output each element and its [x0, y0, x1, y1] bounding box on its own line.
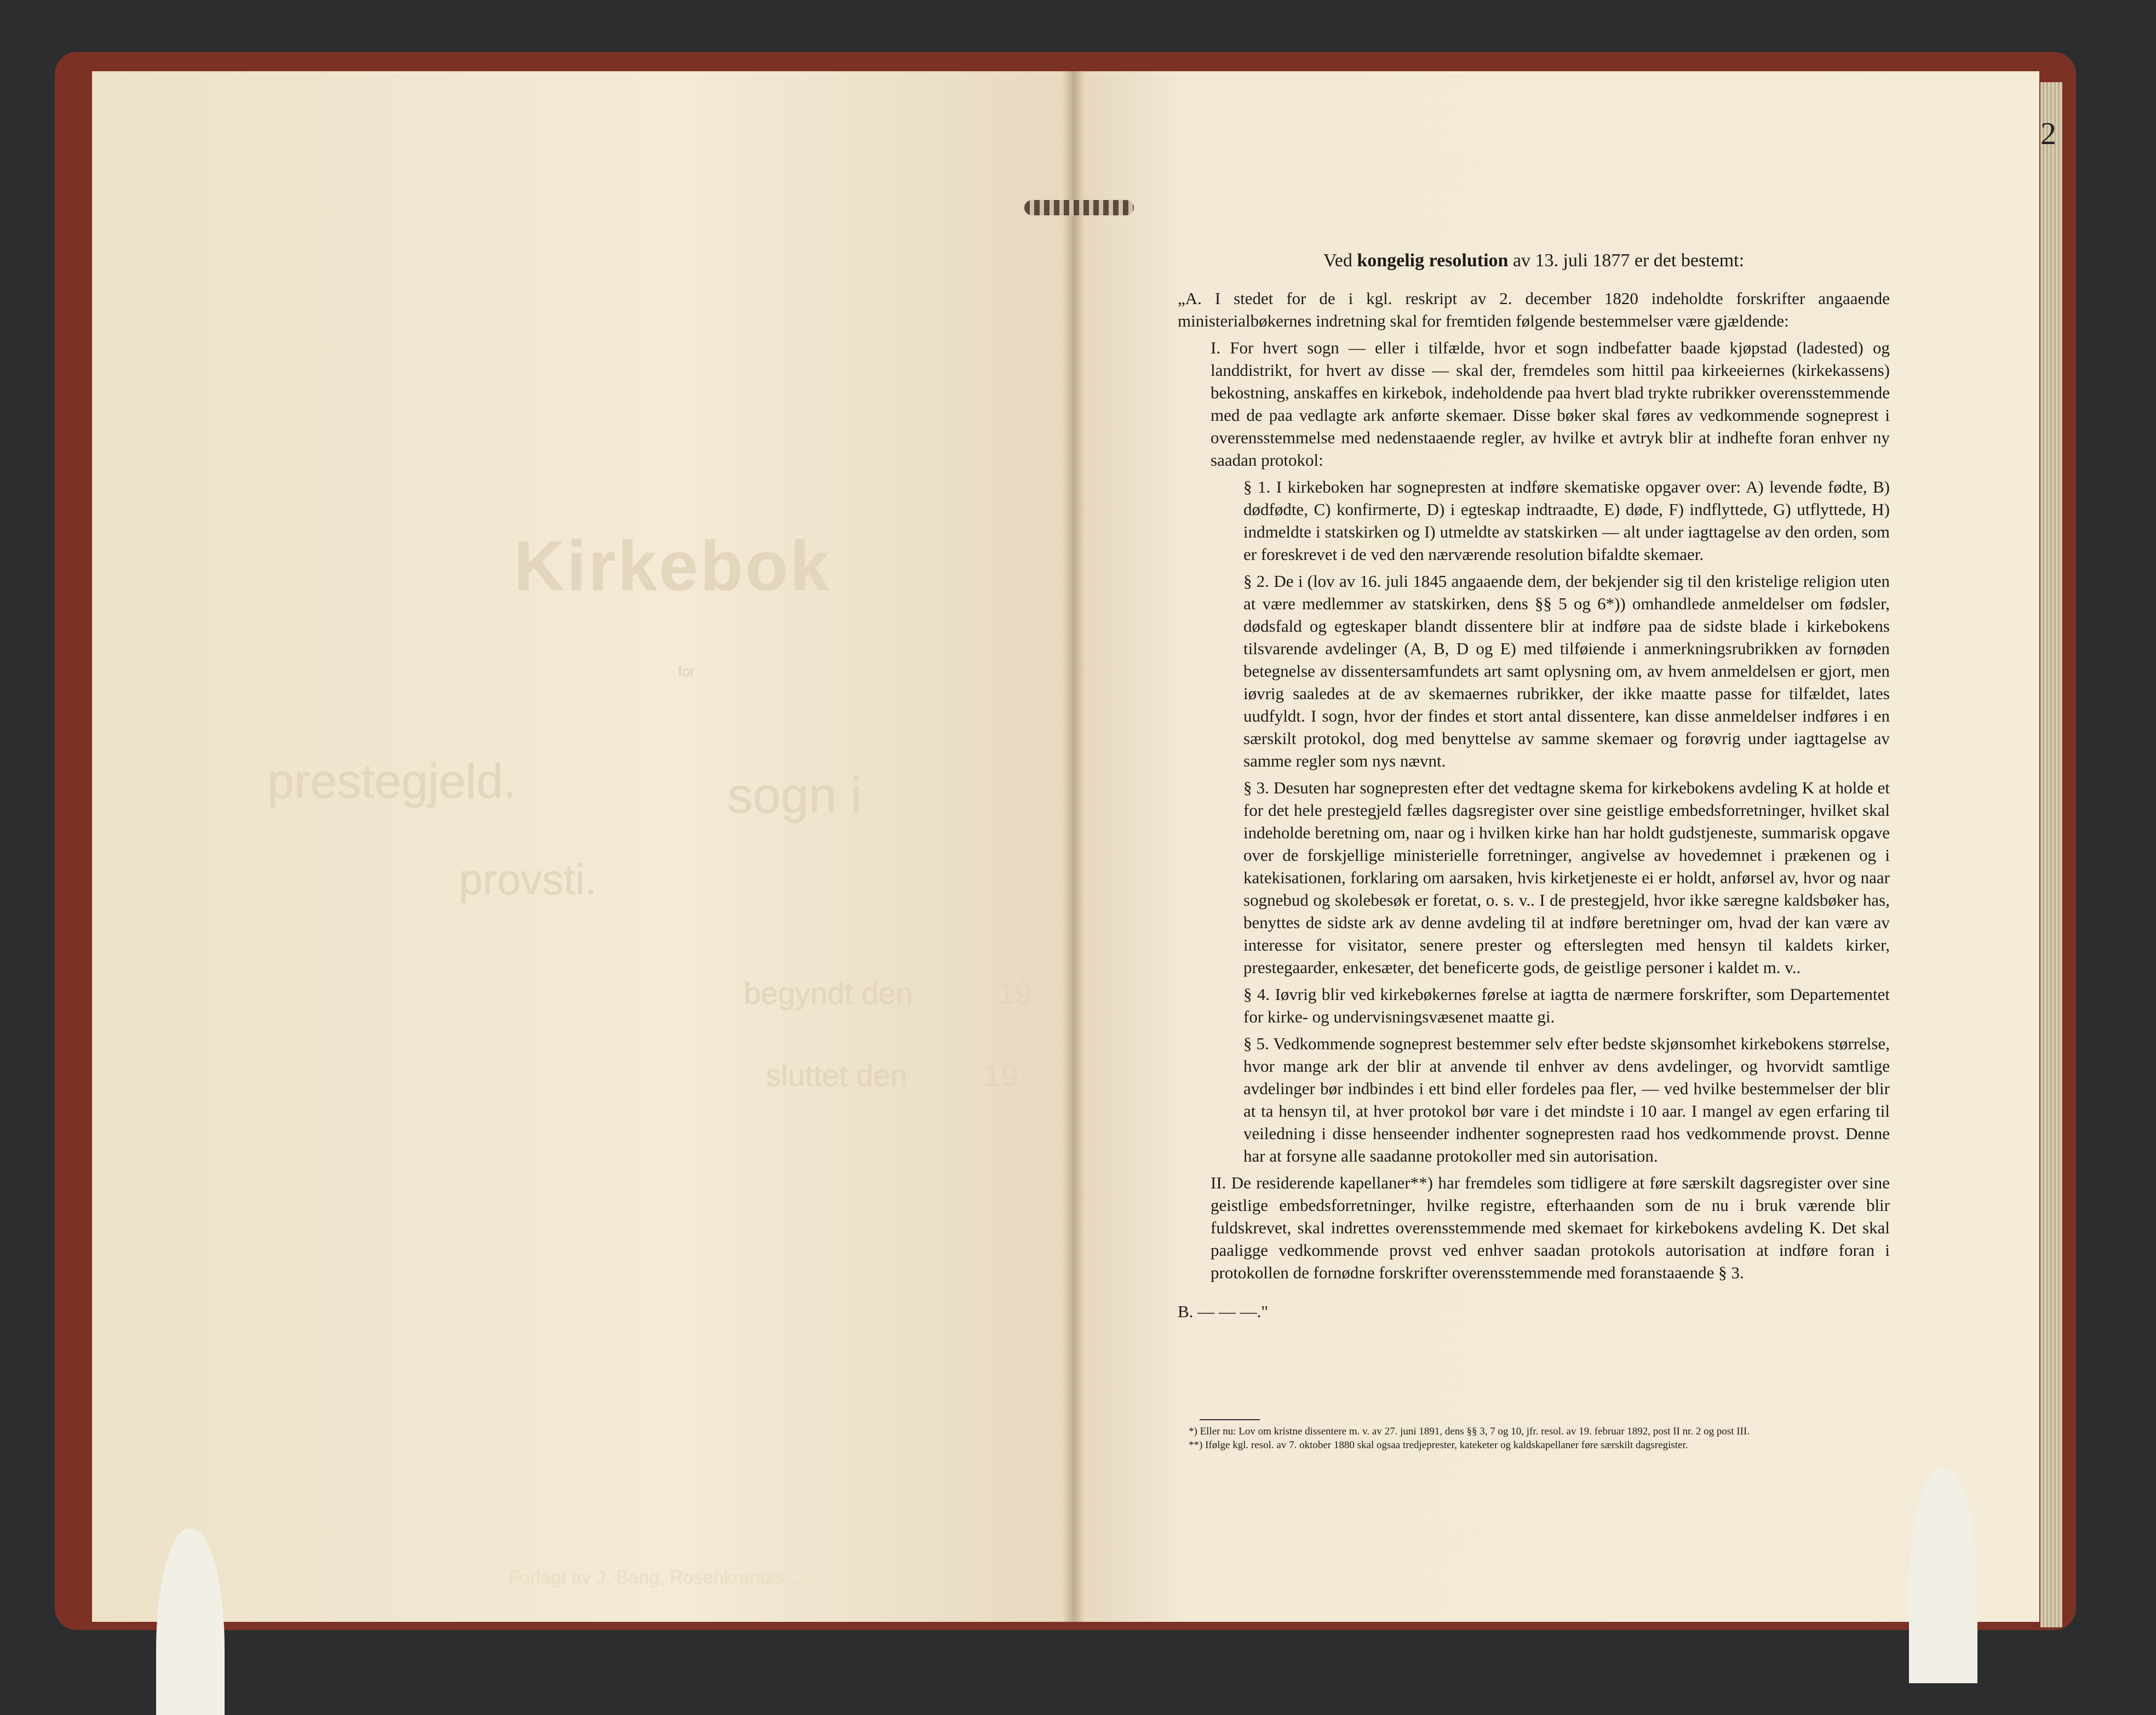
footnote-rule: [1200, 1419, 1260, 1420]
left-page: [92, 71, 1073, 1622]
resolution-heading: Ved kongelig resolution av 13. juli 1877 er det bestemt:: [1323, 250, 1745, 271]
left-page-printer: Forlagt av J. Bang, Rosenkrantzs ...: [508, 1567, 805, 1588]
left-page-provsti: provsti.: [459, 855, 597, 904]
section-b: B. — — —.": [1178, 1302, 1269, 1321]
page-block-edge: [2040, 82, 2062, 1627]
footnote-1: *) Eller nu: Lov om kristne dissentere m. v. av 27. juni 1891, dens §§ 3, 7 og 10, jfr. resol. av 19. februar 1892, post II nr. 2 og post III.: [1189, 1426, 1750, 1437]
paragraph-4: § 4. Iøvrig blir ved kirkebøkernes førelse at iagtta de nærmere forskrifter, som Departementet for kirke- og undervisningsvæsenet maatte gi.: [1243, 985, 1890, 1026]
footnote-2: **) Ifølge kgl. resol. av 7. oktober 1880 skal ogsaa tredjeprester, kateketer og kaldskapellaner føre særskilt dagsregister.: [1189, 1439, 1688, 1451]
left-page-prestegjeld: prestegjeld.: [267, 754, 517, 808]
section-II: II. De residerende kapellaner**) har fremdeles som tidligere at føre særskilt dagsregister over sine geistlige embedsforretninger, hvilke registre, efterhaanden som de nu i bruk værende blir fuldskrevet, skal indrettes overensstemmende med skemaet for kirkebokens avdeling K. Det skal paaligge vedkommende provst ved enhver saadan protokols autorisation at indføre foran i protokollen de fornødne forskrifter overensstemmende med foranstaaende § 3.: [1211, 1173, 1890, 1282]
section-a: „A. I stedet for de i kgl. reskript av 2. december 1820 indeholdte forskrifter angaaende ministerialbøkernes indretning skal for fremtiden følgende bestemmelser være gjældende:: [1178, 289, 1890, 330]
paragraph-1: § 1. I kirkeboken har sognepresten at indføre skematiske opgaver over: A) levende fødte, B) dødfødte, C) konfirmerte, D) i egteskap indtraadte, E) døde, F) indflyttede, G) utflyttede, H) indmeldte i statskirken og I) utmeldte av statskirken — alt under iagttagelse av den orden, som er foreskrevet i de ved den nærværende resolution bifaldte skemaer.: [1243, 477, 1890, 564]
section-I: I. For hvert sogn — eller i tilfælde, hvor et sogn indbefatter baade kjøpstad (ladested) og landdistrikt, for hvert av disse — skal der, fremdeles som hittil paa kirkeeiernes (kirkekassens) bekostning, anskaffes en kirkebok, indeholdende paa hvert blad trykte rubrikker overensstemmende med de paa vedlagte ark anførte skemaer. Disse bøker skal føres av vedkommende sogneprest i overensstemmelse med nedenstaaende regler, av hvilke et avtryk blir at indhefte foran enhver ny saadan protokol:: [1211, 338, 1890, 470]
left-page-sluttet: sluttet den 19: [766, 1058, 1018, 1093]
left-page-title: Kirkebok: [514, 527, 832, 605]
footnotes: [1189, 1419, 1890, 1452]
paragraph-2: § 2. De i (lov av 16. juli 1845 angaaende dem, der bekjender sig til den kristelige religion uten at være medlemmer av statskirken, dens §§ 5 og 6*)) omhandlede anmeldelser om fødsler, dødsfald og egteskaper blandt dissentere blir at indføre paa de sidste blade i kirkebokens tilsvarende avdelinger (A, B, D og E) med tilføiende i anmerkningsrubrikken av fornøden betegnelse av dissentersamfundets art samt oplysning om, av hvem anmeldelsen er gjort, men iøvrig saaledes at de av skemaernes rubrikker, der ikke maatte passe for tilfældet, lates uudfyldt. I sogn, hvor der findes et stort antal dissentere, kan disse anmeldelser indføres i en særskilt protokol, dog med benyttelse av samme skemaer og forøvrig under iagttagelse av samme regler som nys nævnt.: [1243, 571, 1890, 770]
binding-stitch: [1024, 200, 1134, 215]
book-gutter: [1063, 71, 1085, 1622]
paragraph-3: § 3. Desuten har sognepresten efter det vedtagne skema for kirkebokens avdeling K at holde et for det hele prestegjeld fælles dagsregister over sine geistlige embedsforretninger, hvilket skal indeholde beretning om, naar og i hvilken kirke han har holdt gudstjeneste, summarisk opgave over de forskjellige ministerielle forretninger, angivelse av hovedemnet i prækenen og i katekisationen, forklaring om aarsaken, hvis kirketjeneste ei er holdt, anførsel av, hvor og naar sognebud og skolebesøk er foretat, o. s. v.. I de prestegjeld, hvor ikke særegne kaldsbøker has, benyttes de sidste ark av denne avdeling til at indføre beretninger om, hvad der kan være av interesse for visitator, senere prester og efterslegten med hensyn til kaldets kirker, prestegaarder, enkesæter, det beneficerte gods, de geistlige personer i kaldet m. v..: [1243, 778, 1890, 977]
left-page-for: for: [678, 663, 695, 679]
left-page-sogn: sogn i: [727, 768, 862, 824]
page-number: 2: [2040, 116, 2056, 151]
resolution-text: [1178, 249, 1890, 1327]
paragraph-5: § 5. Vedkommende sogneprest bestemmer selv efter bedste skjønsomhet kirkebokens størrelse, hvor mange ark der blir at anvende til enhver av dens avdelinger, og hvorvidt samtlige avdelinger bør indbindes i ett bind eller fordeles paa fler, — ved hvilke bestemmelser der blir at ta hensyn til, at hver protokol bør vare i det mindste i 10 aar. I mangel av egen erfaring til veiledning i disse henseender indhenter sognepresten raad hos vedkommende provst. Denne har at forsyne alle saadanne protokoller med sin autorisation.: [1243, 1034, 1890, 1165]
left-page-begynt: begyndt den 19: [744, 976, 1033, 1010]
